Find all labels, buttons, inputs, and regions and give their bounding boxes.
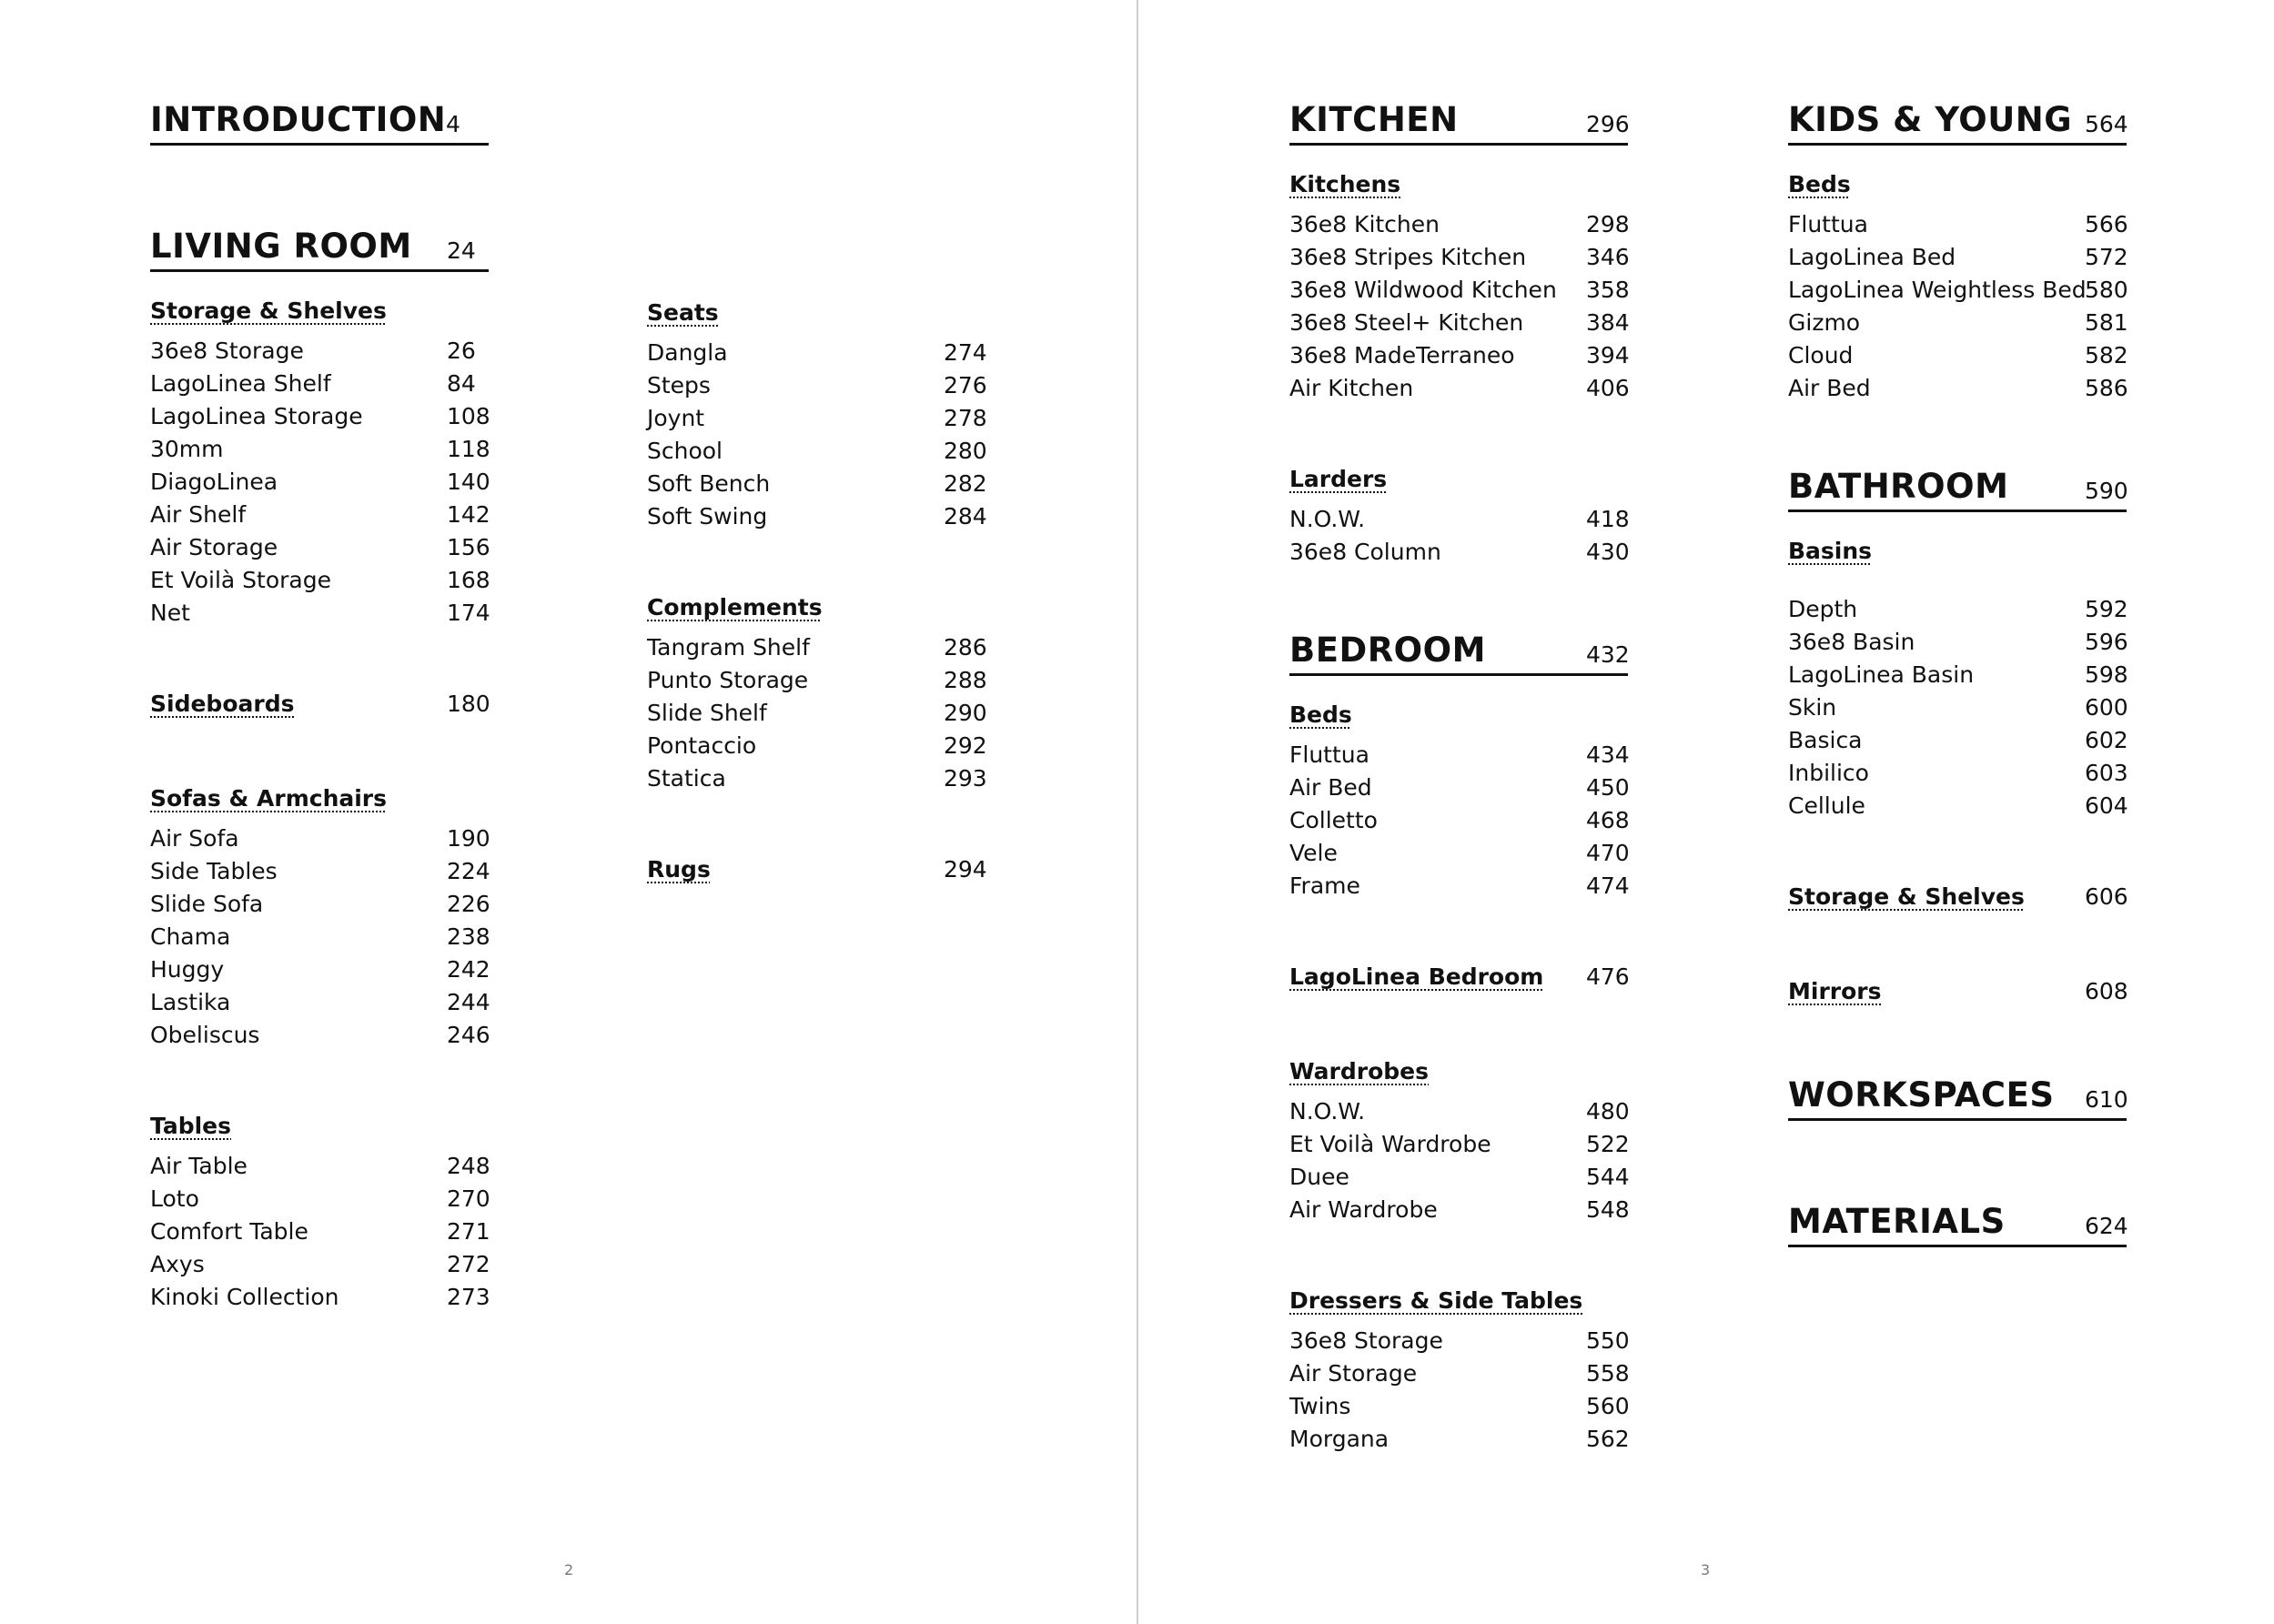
item-name: 36e8 Storage bbox=[150, 338, 304, 364]
item-page: 468 bbox=[1586, 807, 1630, 833]
item-name: Axys bbox=[150, 1251, 205, 1277]
subsection-sideboards[interactable] bbox=[150, 691, 489, 723]
item-name: LagoLinea Basin bbox=[1788, 661, 1975, 688]
item-name: Punto Storage bbox=[647, 667, 809, 693]
item-name: LagoLinea Shelf bbox=[150, 370, 331, 397]
item-page: 224 bbox=[447, 858, 490, 884]
item-name: Air Table bbox=[150, 1153, 248, 1179]
section-heading-kitchen[interactable] bbox=[1289, 86, 1628, 146]
subsection-label: LagoLinea Bedroom bbox=[1289, 963, 1544, 990]
item-name: Kinoki Collection bbox=[150, 1284, 339, 1310]
section-page: 590 bbox=[2085, 478, 2128, 504]
item-page: 384 bbox=[1586, 309, 1630, 336]
list-item[interactable] bbox=[150, 534, 489, 567]
subsection-label: Kitchens bbox=[1289, 171, 1401, 197]
list-item[interactable] bbox=[150, 403, 489, 436]
subsection-label: Larders bbox=[1289, 466, 1388, 492]
section-page: 4 bbox=[446, 111, 460, 137]
list-kids-beds bbox=[1788, 211, 2127, 408]
list-item[interactable] bbox=[1289, 840, 1628, 873]
item-page: 272 bbox=[447, 1251, 490, 1277]
item-name: Vele bbox=[1289, 840, 1338, 866]
item-name: 36e8 Wildwood Kitchen bbox=[1289, 277, 1557, 303]
section-heading-introduction[interactable] bbox=[150, 86, 489, 146]
item-page: 292 bbox=[944, 732, 987, 759]
item-page: 434 bbox=[1586, 741, 1630, 768]
item-name: Slide Sofa bbox=[150, 891, 264, 917]
subsection-label: Storage & Shelves bbox=[150, 298, 387, 324]
item-page: 140 bbox=[447, 469, 490, 495]
item-page: 246 bbox=[447, 1022, 490, 1048]
section-title: BATHROOM bbox=[1788, 467, 2009, 506]
list-item[interactable] bbox=[150, 469, 489, 501]
item-page: 270 bbox=[447, 1185, 490, 1212]
list-larders bbox=[1289, 506, 1628, 571]
item-name: 36e8 Basin bbox=[1788, 629, 1915, 655]
list-item[interactable] bbox=[150, 600, 489, 632]
item-page: 480 bbox=[1586, 1098, 1630, 1125]
subsection-sofas-armchairs[interactable] bbox=[150, 785, 489, 818]
list-item[interactable] bbox=[150, 891, 489, 923]
item-page: 580 bbox=[2085, 277, 2128, 303]
item-name: 30mm bbox=[150, 436, 224, 462]
item-page: 293 bbox=[944, 765, 987, 792]
item-page: 548 bbox=[1586, 1196, 1630, 1223]
item-name: 36e8 Kitchen bbox=[1289, 211, 1440, 237]
list-item[interactable] bbox=[150, 825, 489, 858]
list-kitchens bbox=[1289, 211, 1628, 408]
list-item[interactable] bbox=[1289, 1327, 1628, 1360]
list-item[interactable] bbox=[150, 338, 489, 370]
item-name: DiagoLinea bbox=[150, 469, 278, 495]
list-item[interactable] bbox=[1289, 1426, 1628, 1458]
item-name: Slide Shelf bbox=[647, 700, 767, 726]
item-page: 550 bbox=[1586, 1327, 1630, 1354]
section-heading-bedroom[interactable] bbox=[1289, 617, 1628, 676]
subsection-label: Basins bbox=[1788, 538, 1873, 564]
list-item[interactable] bbox=[1289, 375, 1628, 408]
item-page: 278 bbox=[944, 405, 987, 431]
list-item[interactable] bbox=[1289, 774, 1628, 807]
left-column-2 bbox=[647, 294, 985, 889]
item-page: 602 bbox=[2085, 727, 2128, 753]
subsection-label: Wardrobes bbox=[1289, 1058, 1430, 1084]
item-name: Duee bbox=[1289, 1164, 1349, 1190]
subsection-label: Complements bbox=[647, 594, 823, 620]
list-item[interactable] bbox=[1289, 1131, 1628, 1164]
list-item[interactable] bbox=[647, 405, 985, 438]
list-item[interactable] bbox=[150, 501, 489, 534]
subsection-label: Storage & Shelves bbox=[1788, 883, 2025, 910]
item-name: Soft Swing bbox=[647, 503, 768, 530]
item-name: Air Storage bbox=[1289, 1360, 1418, 1387]
item-name: Fluttua bbox=[1788, 211, 1868, 237]
list-dressers bbox=[1289, 1327, 1628, 1458]
section-page: 610 bbox=[2085, 1086, 2128, 1113]
item-name: Fluttua bbox=[1289, 741, 1369, 768]
subsection-page: 180 bbox=[447, 691, 490, 717]
item-page: 604 bbox=[2085, 792, 2128, 819]
item-page: 560 bbox=[1586, 1393, 1630, 1419]
list-item[interactable] bbox=[1788, 694, 2127, 727]
item-name: N.O.W. bbox=[1289, 506, 1366, 532]
item-name: Gizmo bbox=[1788, 309, 1861, 336]
item-name: Lastika bbox=[150, 989, 231, 1015]
subsection-label: Seats bbox=[647, 299, 719, 326]
subsection-label: Rugs bbox=[647, 856, 711, 883]
section-title: INTRODUCTION bbox=[150, 100, 447, 139]
list-item[interactable] bbox=[1289, 873, 1628, 905]
list-item[interactable] bbox=[1788, 661, 2127, 694]
item-page: 274 bbox=[944, 339, 987, 366]
list-item[interactable] bbox=[647, 765, 985, 798]
list-item[interactable] bbox=[1289, 1360, 1628, 1393]
item-page: 562 bbox=[1586, 1426, 1630, 1452]
list-item[interactable] bbox=[150, 370, 489, 403]
section-heading-living-room[interactable] bbox=[150, 213, 489, 272]
list-item[interactable] bbox=[647, 700, 985, 732]
item-name: 36e8 Steel+ Kitchen bbox=[1289, 309, 1524, 336]
item-name: Air Wardrobe bbox=[1289, 1196, 1438, 1223]
item-name: LagoLinea Storage bbox=[150, 403, 363, 429]
subsection-page: 294 bbox=[944, 856, 987, 883]
section-title: KITCHEN bbox=[1289, 100, 1459, 139]
item-name: 36e8 MadeTerraneo bbox=[1289, 342, 1515, 368]
section-page: 296 bbox=[1586, 111, 1630, 137]
section-page: 624 bbox=[2085, 1213, 2128, 1239]
item-name: N.O.W. bbox=[1289, 1098, 1366, 1125]
section-title: LIVING ROOM bbox=[150, 227, 412, 266]
item-page: 450 bbox=[1586, 774, 1630, 801]
item-page: 582 bbox=[2085, 342, 2128, 368]
item-name: Et Voilà Wardrobe bbox=[1289, 1131, 1491, 1157]
item-name: Soft Bench bbox=[647, 470, 771, 497]
item-page: 470 bbox=[1586, 840, 1630, 866]
item-name: 36e8 Storage bbox=[1289, 1327, 1443, 1354]
item-name: Loto bbox=[150, 1185, 199, 1212]
list-item[interactable] bbox=[150, 858, 489, 891]
list-item[interactable] bbox=[1289, 342, 1628, 375]
item-name: Inbilico bbox=[1788, 760, 1869, 786]
item-name: Air Storage bbox=[150, 534, 278, 560]
item-page: 242 bbox=[447, 956, 490, 983]
list-item[interactable] bbox=[1289, 1164, 1628, 1196]
item-name: Cloud bbox=[1788, 342, 1854, 368]
item-page: 581 bbox=[2085, 309, 2128, 336]
list-tables bbox=[150, 1153, 489, 1316]
section-title: MATERIALS bbox=[1788, 1202, 2006, 1241]
subsection-label: Beds bbox=[1788, 171, 1851, 197]
subsection-mirrors[interactable] bbox=[1788, 978, 2127, 1011]
list-item[interactable] bbox=[1788, 244, 2127, 277]
list-item[interactable] bbox=[1289, 309, 1628, 342]
item-name: Chama bbox=[150, 923, 231, 950]
item-name: Cellule bbox=[1788, 792, 1865, 819]
page-number-left: 2 bbox=[564, 1561, 574, 1579]
section-heading-kids[interactable] bbox=[1788, 86, 2127, 146]
item-name: Skin bbox=[1788, 694, 1837, 721]
item-page: 290 bbox=[944, 700, 987, 726]
subsection-larders[interactable] bbox=[1289, 466, 1628, 499]
section-page: 24 bbox=[447, 237, 476, 264]
list-item[interactable] bbox=[647, 732, 985, 765]
item-name: Morgana bbox=[1289, 1426, 1390, 1452]
item-name: Frame bbox=[1289, 873, 1360, 899]
list-item[interactable] bbox=[150, 1284, 489, 1316]
item-page: 84 bbox=[447, 370, 476, 397]
list-item[interactable] bbox=[150, 436, 489, 469]
subsection-seats[interactable] bbox=[647, 299, 985, 332]
list-item[interactable] bbox=[1788, 792, 2127, 825]
item-name: 36e8 Column bbox=[1289, 539, 1441, 565]
item-page: 596 bbox=[2085, 629, 2128, 655]
list-item[interactable] bbox=[647, 667, 985, 700]
item-name: Comfort Table bbox=[150, 1218, 308, 1245]
item-page: 474 bbox=[1586, 873, 1630, 899]
item-name: Dangla bbox=[647, 339, 728, 366]
list-item[interactable] bbox=[1788, 596, 2127, 629]
item-page: 566 bbox=[2085, 211, 2128, 237]
item-page: 430 bbox=[1586, 539, 1630, 565]
item-name: Air Kitchen bbox=[1289, 375, 1414, 401]
subsection-wardrobes[interactable] bbox=[1289, 1058, 1628, 1091]
right-column-1 bbox=[1289, 86, 1628, 1458]
list-item[interactable] bbox=[647, 438, 985, 470]
item-name: Steps bbox=[647, 372, 711, 398]
list-basins bbox=[1788, 596, 2127, 825]
item-page: 168 bbox=[447, 567, 490, 593]
list-item[interactable] bbox=[1289, 506, 1628, 539]
list-item[interactable] bbox=[150, 1022, 489, 1054]
item-page: 108 bbox=[447, 403, 490, 429]
item-name: LagoLinea Weightless Bed bbox=[1788, 277, 2087, 303]
list-item[interactable] bbox=[150, 923, 489, 956]
list-item[interactable] bbox=[647, 503, 985, 536]
item-name: Air Shelf bbox=[150, 501, 247, 528]
item-page: 276 bbox=[944, 372, 987, 398]
subsection-tables[interactable] bbox=[150, 1113, 489, 1145]
item-page: 586 bbox=[2085, 375, 2128, 401]
list-item[interactable] bbox=[647, 470, 985, 503]
subsection-label: Dressers & Side Tables bbox=[1289, 1287, 1583, 1314]
list-item[interactable] bbox=[150, 956, 489, 989]
subsection-dressers[interactable] bbox=[1289, 1287, 1628, 1320]
subsection-label: Mirrors bbox=[1788, 978, 1882, 1004]
list-item[interactable] bbox=[1788, 211, 2127, 244]
item-page: 544 bbox=[1586, 1164, 1630, 1190]
list-item[interactable] bbox=[1289, 277, 1628, 309]
item-name: Twins bbox=[1289, 1393, 1351, 1419]
item-page: 286 bbox=[944, 634, 987, 661]
section-title: KIDS & YOUNG bbox=[1788, 100, 2073, 139]
item-page: 190 bbox=[447, 825, 490, 852]
right-column-2 bbox=[1788, 86, 2127, 1247]
list-item[interactable] bbox=[1788, 277, 2127, 309]
item-name: Et Voilà Storage bbox=[150, 567, 331, 593]
item-page: 358 bbox=[1586, 277, 1630, 303]
subsection-page: 608 bbox=[2085, 978, 2128, 1004]
list-item[interactable] bbox=[150, 1153, 489, 1185]
subsection-label: Sideboards bbox=[150, 691, 295, 717]
section-title: BEDROOM bbox=[1289, 630, 1486, 670]
item-name: Basica bbox=[1788, 727, 1863, 753]
section-heading-materials[interactable] bbox=[1788, 1188, 2127, 1247]
list-item[interactable] bbox=[150, 1185, 489, 1218]
list-item[interactable] bbox=[1289, 244, 1628, 277]
item-name: Colletto bbox=[1289, 807, 1378, 833]
section-page: 432 bbox=[1586, 641, 1630, 668]
item-page: 592 bbox=[2085, 596, 2128, 622]
item-name: Huggy bbox=[150, 956, 225, 983]
subsection-bathroom-storage[interactable] bbox=[1788, 883, 2127, 916]
list-item[interactable] bbox=[1289, 741, 1628, 774]
list-item[interactable] bbox=[1788, 760, 2127, 792]
list-item[interactable] bbox=[150, 1218, 489, 1251]
item-name: 36e8 Stripes Kitchen bbox=[1289, 244, 1527, 270]
item-page: 558 bbox=[1586, 1360, 1630, 1387]
page-number-right: 3 bbox=[1701, 1561, 1711, 1579]
item-name: Air Sofa bbox=[150, 825, 239, 852]
subsection-storage-shelves[interactable] bbox=[150, 298, 489, 330]
list-item[interactable] bbox=[647, 372, 985, 405]
list-complements bbox=[647, 634, 985, 798]
item-page: 118 bbox=[447, 436, 490, 462]
list-item[interactable] bbox=[1289, 539, 1628, 571]
item-page: 572 bbox=[2085, 244, 2128, 270]
item-name: School bbox=[647, 438, 723, 464]
subsection-rugs[interactable] bbox=[647, 856, 985, 889]
item-page: 394 bbox=[1586, 342, 1630, 368]
list-item[interactable] bbox=[1788, 629, 2127, 661]
item-page: 142 bbox=[447, 501, 490, 528]
item-page: 226 bbox=[447, 891, 490, 917]
subsection-basins[interactable] bbox=[1788, 538, 2127, 570]
item-page: 248 bbox=[447, 1153, 490, 1179]
list-item[interactable] bbox=[1788, 375, 2127, 408]
section-title: WORKSPACES bbox=[1788, 1075, 2055, 1115]
section-heading-workspaces[interactable] bbox=[1788, 1062, 2127, 1121]
subsection-beds[interactable] bbox=[1289, 701, 1628, 734]
list-wardrobes bbox=[1289, 1098, 1628, 1229]
item-page: 288 bbox=[944, 667, 987, 693]
list-item[interactable] bbox=[1289, 1098, 1628, 1131]
item-page: 284 bbox=[944, 503, 987, 530]
item-name: Obeliscus bbox=[150, 1022, 260, 1048]
subsection-label: Sofas & Armchairs bbox=[150, 785, 388, 812]
item-page: 280 bbox=[944, 438, 987, 464]
item-name: LagoLinea Bed bbox=[1788, 244, 1956, 270]
list-item[interactable] bbox=[1788, 727, 2127, 760]
subsection-page: 606 bbox=[2085, 883, 2128, 910]
item-page: 273 bbox=[447, 1284, 490, 1310]
list-item[interactable] bbox=[1788, 309, 2127, 342]
item-name: Statica bbox=[647, 765, 726, 792]
list-item[interactable] bbox=[150, 567, 489, 600]
item-page: 282 bbox=[944, 470, 987, 497]
item-page: 346 bbox=[1586, 244, 1630, 270]
item-page: 406 bbox=[1586, 375, 1630, 401]
subsection-label: Beds bbox=[1289, 701, 1352, 728]
item-name: Tangram Shelf bbox=[647, 634, 810, 661]
page-divider bbox=[1137, 0, 1138, 1624]
item-name: Pontaccio bbox=[647, 732, 757, 759]
item-page: 298 bbox=[1586, 211, 1630, 237]
item-page: 238 bbox=[447, 923, 490, 950]
item-page: 156 bbox=[447, 534, 490, 560]
list-storage-shelves bbox=[150, 338, 489, 632]
item-page: 418 bbox=[1586, 506, 1630, 532]
subsection-complements[interactable] bbox=[647, 594, 985, 627]
list-item[interactable] bbox=[647, 339, 985, 372]
list-seats bbox=[647, 339, 985, 536]
item-name: Depth bbox=[1788, 596, 1858, 622]
list-item[interactable] bbox=[647, 634, 985, 667]
item-page: 244 bbox=[447, 989, 490, 1015]
item-page: 174 bbox=[447, 600, 490, 626]
item-name: Side Tables bbox=[150, 858, 278, 884]
subsection-label: Tables bbox=[150, 1113, 232, 1139]
list-item[interactable] bbox=[1289, 1196, 1628, 1229]
item-page: 603 bbox=[2085, 760, 2128, 786]
item-name: Joynt bbox=[647, 405, 705, 431]
section-page: 564 bbox=[2085, 111, 2128, 137]
list-item[interactable] bbox=[150, 989, 489, 1022]
list-item[interactable] bbox=[1788, 342, 2127, 375]
subsection-kids-beds[interactable] bbox=[1788, 171, 2127, 204]
item-page: 26 bbox=[447, 338, 476, 364]
list-item[interactable] bbox=[1289, 1393, 1628, 1426]
list-item[interactable] bbox=[150, 1251, 489, 1284]
item-name: Net bbox=[150, 600, 190, 626]
item-page: 522 bbox=[1586, 1131, 1630, 1157]
item-page: 271 bbox=[447, 1218, 490, 1245]
item-page: 600 bbox=[2085, 694, 2128, 721]
item-page: 598 bbox=[2085, 661, 2128, 688]
section-heading-bathroom[interactable] bbox=[1788, 453, 2127, 512]
subsection-lagolinea-bedroom[interactable] bbox=[1289, 963, 1628, 996]
left-column-1 bbox=[150, 86, 489, 1316]
subsection-page: 476 bbox=[1586, 963, 1630, 990]
list-sofas bbox=[150, 825, 489, 1054]
list-item[interactable] bbox=[1289, 807, 1628, 840]
item-name: Air Bed bbox=[1788, 375, 1871, 401]
list-bedroom-beds bbox=[1289, 741, 1628, 905]
list-item[interactable] bbox=[1289, 211, 1628, 244]
subsection-kitchens[interactable] bbox=[1289, 171, 1628, 204]
item-name: Air Bed bbox=[1289, 774, 1372, 801]
